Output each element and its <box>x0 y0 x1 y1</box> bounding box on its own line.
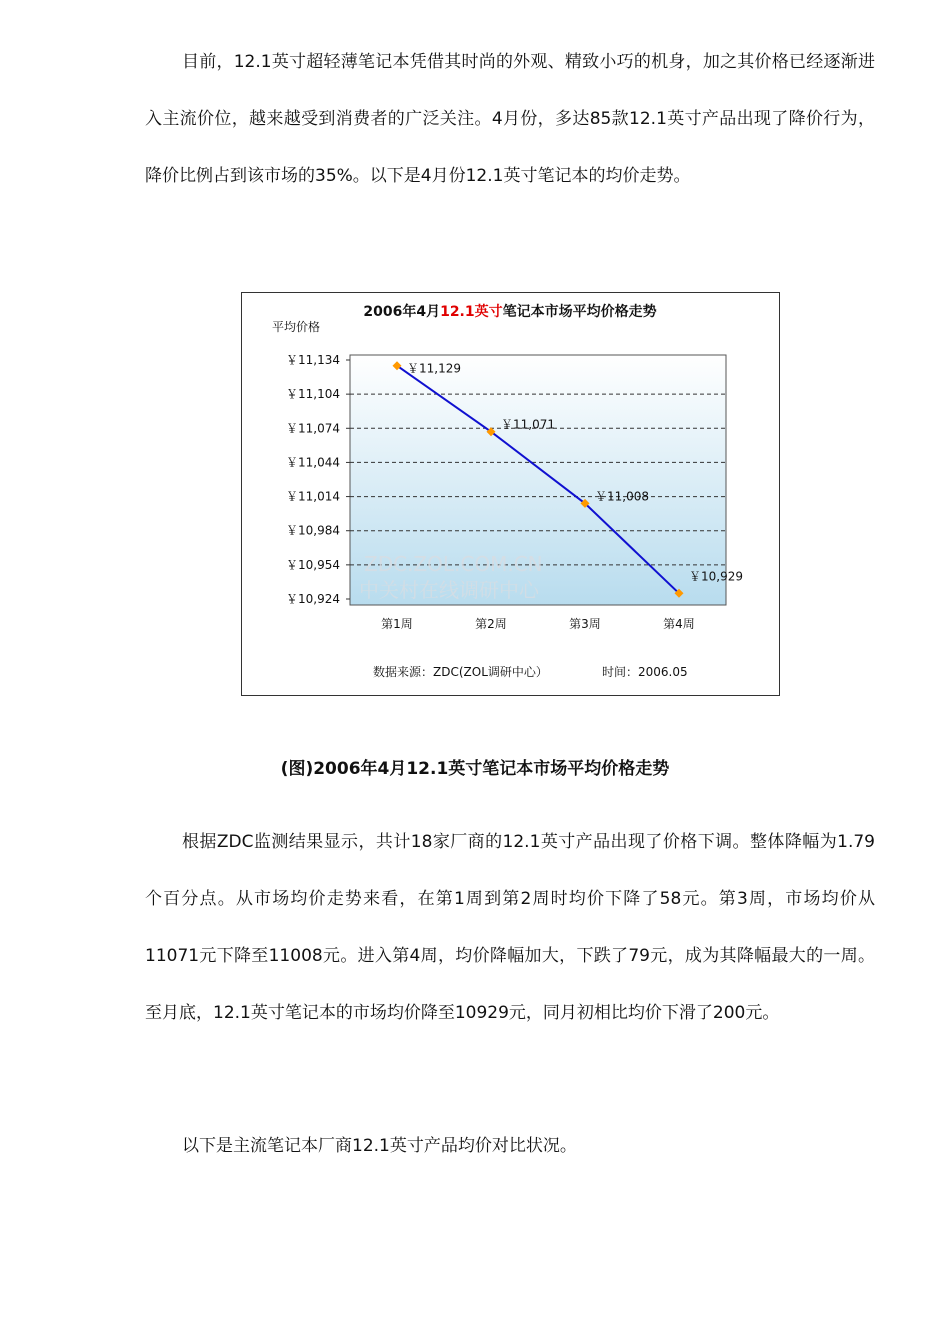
y-axis-label: 平均价格 <box>272 320 321 334</box>
price-trend-chart <box>241 292 780 696</box>
y-tick-label: ￥10,984 <box>286 523 340 538</box>
y-tick-label: ￥11,014 <box>286 489 340 504</box>
analysis-paragraph: 根据ZDC监测结果显示，共计18家厂商的12.1英寸产品出现了价格下调。整体降幅为1.79个百分点。从市场均价走势来看，在第1周到第2周时均价下降了58元。第3周，市场均价从11071元下降至11008元。进入第4周，均价降幅加大，下跌了79元，成为其降幅最大的一周。至月底，12.1英寸笔记本的市场均价降至10929元，同月初相比均价下滑了200元。 <box>145 832 875 1023</box>
chart-time: 时间：2006.05 <box>602 665 688 679</box>
y-tick-label: ￥10,954 <box>286 557 340 572</box>
y-tick-label: ￥11,134 <box>286 353 340 367</box>
data-label: ￥11,129 <box>407 361 461 376</box>
figure-caption: (图)2006年4月12.1英寸笔记本市场平均价格走势 <box>280 759 670 779</box>
x-tick-label: 第2周 <box>475 617 507 631</box>
intro-paragraph: 目前，12.1英寸超轻薄笔记本凭借其时尚的外观、精致小巧的机身，加之其价格已经逐渐进入主流价位，越来越受到消费者的广泛关注。4月份，多达85款12.1英寸产品出现了降价行为，降价比例占到该市场的35%。以下是4月份12.1英寸笔记本的均价走势。 <box>145 52 875 186</box>
x-tick-labels <box>381 617 695 631</box>
watermark-line-2: 中关村在线调研中心 <box>359 578 539 602</box>
closing-paragraph: 以下是主流笔记本厂商12.1英寸产品均价对比状况。 <box>182 1136 577 1156</box>
x-tick-label: 第1周 <box>381 617 413 631</box>
chart-title: 2006年4月12.1英寸笔记本市场平均价格走势 <box>363 304 657 320</box>
x-tick-label: 第4周 <box>663 617 695 631</box>
y-tick-labels <box>286 353 340 606</box>
data-label: ￥11,008 <box>595 489 649 504</box>
y-tick-label: ￥11,044 <box>286 455 340 470</box>
y-tick-label: ￥10,924 <box>286 592 340 606</box>
y-tick-label: ￥11,074 <box>286 421 340 436</box>
chart-svg <box>242 293 779 695</box>
y-tick-label: ￥11,104 <box>286 387 340 402</box>
x-tick-label: 第3周 <box>569 617 601 631</box>
chart-source: 数据来源：ZDC(ZOL调研中心） <box>373 665 548 679</box>
data-label: ￥10,929 <box>689 569 743 584</box>
data-label: ￥11,071 <box>501 417 555 432</box>
watermark-line-1: ZDC.ZOL.COM.CN <box>364 552 543 576</box>
